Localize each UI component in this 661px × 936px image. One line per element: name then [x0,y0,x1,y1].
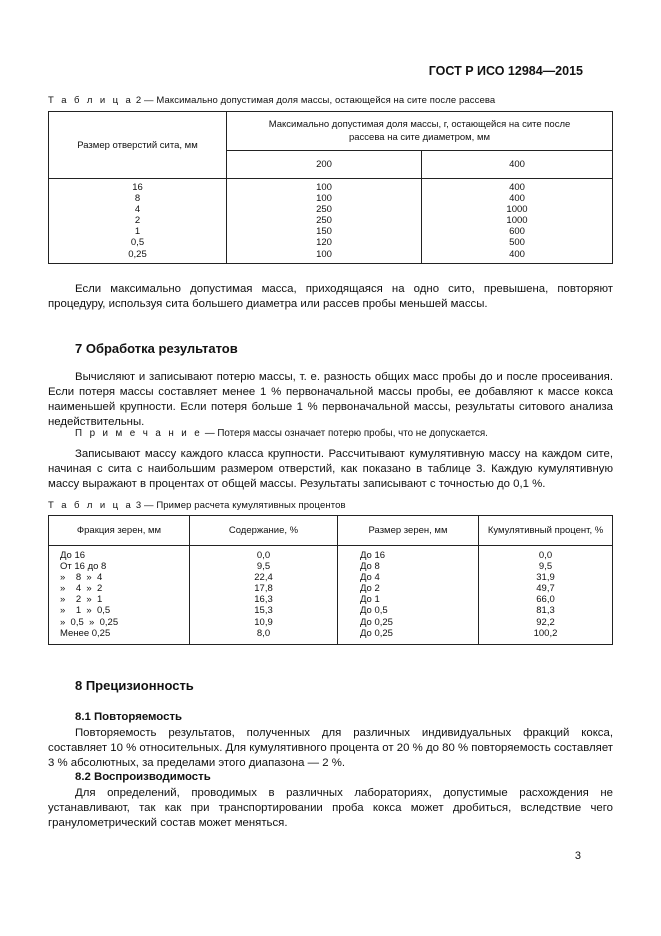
table2-col2-header: 200 [227,151,422,179]
table2-col2-cell: 100 100 250 250 150 120 100 [227,179,422,264]
table3-header-content: Содержание, % [190,516,338,546]
table3-caption-text: 3 — Пример расчета кумулятивных процентов [135,500,346,511]
table2-caption [48,95,495,106]
page-number: 3 [574,850,581,862]
table2 [48,111,613,264]
table3-header-grain-size: Размер зерен, мм [338,516,479,546]
table3-caption-prefix: Т а б л и ц а [48,500,134,511]
paragraph-after-table2: Если максимально допустимая масса, приходящаяся на одно сито, превышена, повторяют процедуру, используя сита большего диаметра или рассев пробы меньшей массы. [48,283,613,310]
section7-heading: 7 Обработка результатов [75,341,238,356]
table2-group-header: Максимально допустимая доля массы, г, остающейся на сите после рассева на сите диаметром, мм [227,112,613,151]
table3-grain-size-cell: До 16 До 8 До 4 До 2 До 1 До 0,5 До 0,25 До 0,25 [338,546,479,645]
section8-2-heading: 8.2 Воспроизводимость [75,771,211,783]
table3 [48,515,613,645]
section8-1-heading: 8.1 Повторяемость [75,711,183,723]
table2-caption-prefix: Т а б л и ц а [48,95,134,106]
table3-caption [48,500,346,511]
section7-paragraph2: Записывают массу каждого класса крупности. Рассчитывают кумулятивную массу на каждом сите, начиная с сита с наибольшим размером отверстий, как показано в таблице 3. Каждую кумулятивную массу выражают в процентах от общей массы. Результаты записывают с точностью до 0,1 %. [48,448,613,490]
table3-header-fraction: Фракция зерен, мм [49,516,190,546]
table2-caption-text: 2 — Максимально допустимая доля массы, остающейся на сите после рассева [135,95,496,106]
table2-col1-cell: 16 8 4 2 1 0,5 0,25 [49,179,227,264]
section7-note [75,428,488,439]
table3-fraction-cell: До 16 От 16 до 8 » 8 » 4 » 4 » 2 » 2 » 1 » 1 » 0,5 » 0,5 » 0,25 Менее 0,25 [49,546,190,645]
table2-col1-header: Размер отверстий сита, мм [49,112,227,179]
section8-heading: 8 Прецизионность [75,678,194,693]
document-id-header: ГОСТ Р ИСО 12984—2015 [428,64,583,78]
section8-1-text: Повторяемость результатов, полученных для различных индивидуальных фракций кокса, составляет 10 % относительных. Для кумулятивного процента от 20 % до 80 % повторяемость составляет 3 % абсолютных, за пределами этого диапазона — 2 %. [48,727,613,769]
section8-2-text: Для определений, проводимых в различных лабораториях, допустимые расхождения не устанавливают, так как при транспортировании проба кокса может дробиться, вследствие чего гранулометрический состав может меняться. [48,787,613,829]
note-prefix: П р и м е ч а н и е [75,428,203,439]
section7-paragraph1: Вычисляют и записывают потерю массы, т. е. разность общих масс пробы до и после просеивания. Если потеря массы составляет менее 1 % первоначальной массы пробы, ее добавляют к массе кокса наименьшей крупности. Если потеря больше 1 % первоначальной массы, результаты ситового анализа недействительны. [48,371,613,428]
table2-col3-header: 400 [422,151,613,179]
table3-cumulative-cell: 0,0 9,5 31,9 49,7 66,0 81,3 92,2 100,2 [479,546,613,645]
table3-header-cumulative: Кумулятивный процент, % [479,516,613,546]
note-text: — Потеря массы означает потерю пробы, что не допускается. [204,428,488,439]
table3-content-cell: 0,0 9,5 22,4 17,8 16,3 15,3 10,9 8,0 [190,546,338,645]
table2-col3-cell: 400 400 1000 1000 600 500 400 [422,179,613,264]
